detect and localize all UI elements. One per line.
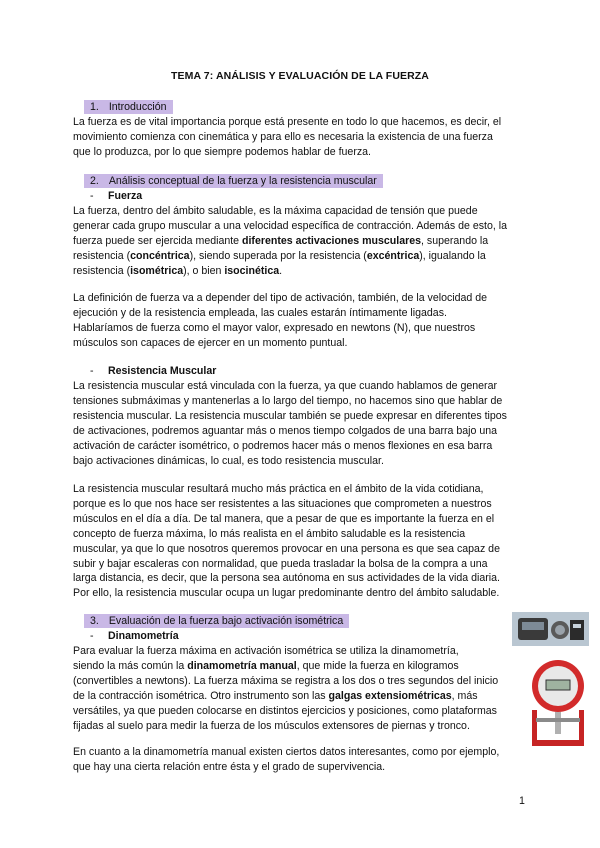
text-run: , que mide la fuerza en kilogramos (convertibles a newtons). La fuerza máxima se registra a los dos o tres segundos del inicio de la contracción isométrica. Otro instrumento son las bbox=[73, 659, 499, 702]
dinamometria-paragraph-2: En cuanto a la dinamometría manual existen ciertos datos interesantes, como por ejemplo, que hay una cierta relación entre ésta y el grado de supervivencia. bbox=[73, 746, 500, 773]
text-run: ), o bien bbox=[183, 264, 225, 277]
section-heading-evaluacion bbox=[84, 614, 349, 628]
bullet-dash: - bbox=[90, 365, 94, 377]
bold-term: isométrica bbox=[130, 264, 184, 277]
bold-term: concéntrica bbox=[130, 249, 190, 262]
subsection-label: Fuerza bbox=[108, 190, 143, 202]
strain-gauge-image bbox=[512, 612, 589, 646]
bold-term: isocinética bbox=[224, 264, 280, 277]
section-label: Evaluación de la fuerza bajo activación isométrica bbox=[108, 615, 344, 627]
resistencia-paragraph-2: La resistencia muscular resultará mucho más práctica en el ámbito de la vida cotidiana, porque es lo que nos hace ser resistentes a las situaciones que comprometen a nuestros músculos en el día a día. De tal manera, que a pesar de que es importante la fuerza en el concepto de fuerza máxima, lo más realista en el ámbito saludable es la resistencia muscular, ya que lo que nosotros queremos provocar en una persona es que sea capaz de subir y bajar escaleras con normalidad, que pueda trasladar la bolsa de la compra a una larga distancia, es decir, que la persona sea autónoma en sus actividades de la vida diaria. Por ello, la resistencia muscular ocupa un lugar predominante dentro del ámbito saludable. bbox=[73, 483, 500, 600]
text-run: ), siendo superada por la resistencia ( bbox=[189, 249, 367, 262]
resistencia-paragraph-1: La resistencia muscular está vinculada con la fuerza, ya que cuando hablamos de generar tensiones submáximas y mantenerlas a lo largo del tiempo, no hacemos sino que hablar de resistencia muscular. La resistencia muscular también se puede expresar en diferentes tipos de activaciones, podremos aguantar más o menos tiempo colgados de una barra bajo una activación de carácter isométrico, o podremos hacer más o menos flexiones en esa barra bajo activaciones dinámicas, lo cual, es todo resistencia muscular. bbox=[73, 380, 507, 467]
text-run: . bbox=[279, 264, 283, 277]
subsection-label: Dinamometría bbox=[108, 630, 179, 642]
bold-term: diferentes activaciones musculares bbox=[242, 234, 422, 247]
dinamometria-paragraph-1 bbox=[73, 644, 498, 733]
subsection-label: Resistencia Muscular bbox=[108, 365, 217, 377]
bold-term: galgas extensiométricas bbox=[328, 689, 452, 702]
text-run: , superando la resistencia ( bbox=[73, 234, 489, 262]
text-run: La fuerza, dentro del ámbito saludable, es la máxima capacidad de tensión que puede generar cada grupo muscular a una velocidad específica de contracción. Además de esto, la fuerza puede ser ejercida mediante bbox=[73, 205, 508, 247]
section-heading-introduccion bbox=[84, 100, 173, 114]
section-number: 1. bbox=[90, 101, 99, 113]
page-title: TEMA 7: ANÁLISIS Y EVALUACIÓN DE LA FUERZA bbox=[171, 70, 429, 82]
bullet-dash: - bbox=[90, 190, 94, 202]
section-label: Análisis conceptual de la fuerza y la resistencia muscular bbox=[108, 175, 377, 187]
text-run: Para evaluar la fuerza máxima en activación isométrica se utiliza la dinamometría, siendo la más común la bbox=[73, 645, 459, 672]
bullet-dash: - bbox=[90, 630, 94, 642]
subsection-dinamometria bbox=[90, 629, 179, 643]
fuerza-paragraph-1 bbox=[73, 204, 507, 279]
section-number: 3. bbox=[90, 615, 99, 627]
bold-term: dinamometría manual bbox=[187, 659, 297, 672]
section-label: Introducción bbox=[108, 101, 167, 113]
subsection-fuerza bbox=[90, 189, 142, 203]
bold-term: excéntrica bbox=[366, 249, 420, 262]
subsection-resistencia bbox=[90, 364, 216, 378]
hand-dynamometer-image bbox=[518, 658, 598, 748]
page-number: 1 bbox=[519, 795, 525, 807]
fuerza-paragraph-2: La definición de fuerza va a depender del tipo de activación, también, de la velocidad de ejecución y de la resistencia empleada, las cuales estarán íntimamente ligadas. Hablaríamos de fuerza como el mayor valor, expresado en newtons (N), que nuestros músculos son capaces de ejercer en un momento puntual. bbox=[73, 292, 488, 349]
section-heading-analisis bbox=[84, 174, 383, 188]
intro-paragraph: La fuerza es de vital importancia porque está presente en todo lo que hacemos, es decir, el movimiento comienza con cinemática y para ello es necesaria la existencia de una fuerza que lo produzca, por lo que siempre podemos hablar de fuerza. bbox=[73, 116, 502, 158]
section-number: 2. bbox=[90, 175, 99, 187]
text-run: , más versátiles, ya que pueden colocarse en distintos ejercicios y posiciones, como plataformas fijadas al suelo para medir la fuerza de los músculos extensores de piernas y tronco. bbox=[73, 689, 497, 732]
text-run: ), igualando la resistencia ( bbox=[73, 249, 486, 277]
